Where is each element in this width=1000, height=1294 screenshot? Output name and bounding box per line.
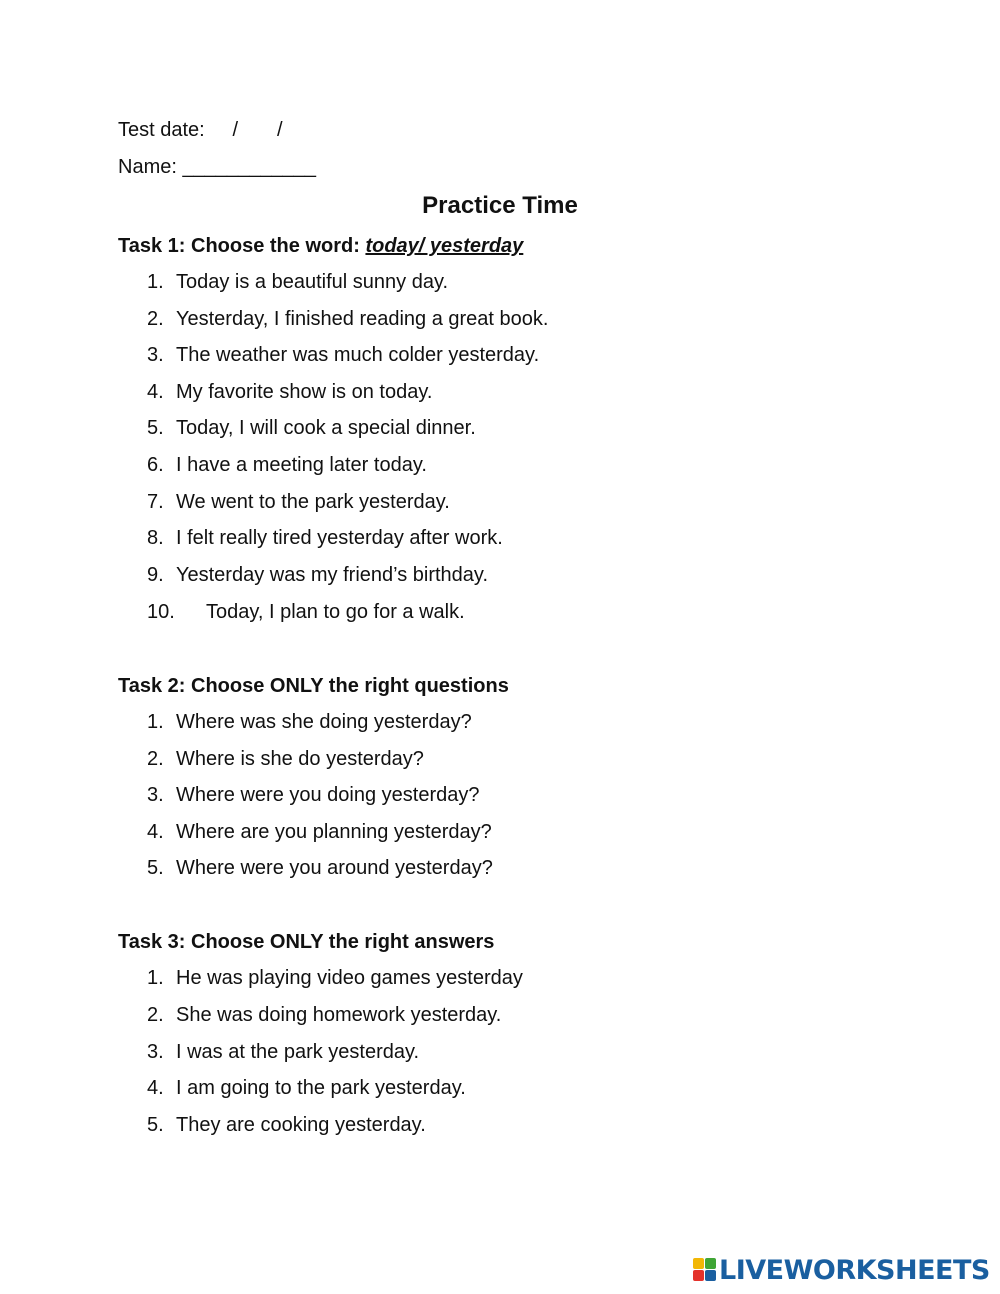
item-number: 2. bbox=[147, 1004, 164, 1026]
item-number: 3. bbox=[147, 344, 164, 366]
item-number: 3. bbox=[147, 784, 164, 806]
item-number: 2. bbox=[147, 748, 164, 770]
item-number: 5. bbox=[147, 857, 164, 879]
item-number: 4. bbox=[147, 381, 164, 403]
item-number: 10. bbox=[147, 601, 175, 623]
item-number: 3. bbox=[147, 1041, 164, 1063]
logo-text: LIVEWORKSHEETS bbox=[719, 1254, 990, 1286]
item-text: Where is she do yesterday? bbox=[176, 748, 424, 770]
item-text: We went to the park yesterday. bbox=[176, 491, 450, 513]
item-text: Today, I will cook a special dinner. bbox=[176, 417, 476, 439]
item-text: Yesterday, I finished reading a great book. bbox=[176, 308, 549, 330]
item-text: Where were you doing yesterday? bbox=[176, 784, 480, 806]
item-text: My favorite show is on today. bbox=[176, 381, 433, 403]
liveworksheets-logo-icon bbox=[693, 1258, 717, 1282]
test-date-line: Test date: / / bbox=[118, 119, 283, 141]
item-text: I have a meeting later today. bbox=[176, 454, 427, 476]
task1-choices: today/ yesterday bbox=[365, 235, 524, 257]
logo-tile-icon bbox=[705, 1258, 716, 1269]
task3-heading: Task 3: Choose ONLY the right answers bbox=[118, 931, 495, 953]
task1-heading bbox=[118, 234, 523, 258]
item-number: 5. bbox=[147, 1114, 164, 1136]
page-title: Practice Time bbox=[422, 192, 578, 219]
item-text: Where was she doing yesterday? bbox=[176, 711, 472, 733]
item-text: The weather was much colder yesterday. bbox=[176, 344, 540, 366]
task1-label: Task 1: Choose the word: bbox=[118, 235, 366, 257]
item-number: 8. bbox=[147, 527, 164, 549]
item-text: I am going to the park yesterday. bbox=[176, 1077, 466, 1099]
item-number: 5. bbox=[147, 417, 164, 439]
logo-tile-icon bbox=[705, 1270, 716, 1281]
item-text: She was doing homework yesterday. bbox=[176, 1004, 502, 1026]
item-number: 9. bbox=[147, 564, 164, 586]
item-number: 4. bbox=[147, 1077, 164, 1099]
name-line: Name: ____________ bbox=[118, 156, 316, 178]
item-text: He was playing video games yesterday bbox=[176, 967, 523, 989]
item-text: I was at the park yesterday. bbox=[176, 1041, 420, 1063]
item-text: Where are you planning yesterday? bbox=[176, 821, 492, 843]
item-number: 6. bbox=[147, 454, 164, 476]
item-text: They are cooking yesterday. bbox=[176, 1114, 426, 1136]
item-text: Where were you around yesterday? bbox=[176, 857, 493, 879]
item-number: 7. bbox=[147, 491, 164, 513]
task2-heading: Task 2: Choose ONLY the right questions bbox=[118, 675, 509, 697]
item-text: Today, I plan to go for a walk. bbox=[206, 601, 465, 623]
logo-tile-icon bbox=[693, 1270, 704, 1281]
item-number: 1. bbox=[147, 967, 164, 989]
item-number: 1. bbox=[147, 711, 164, 733]
liveworksheets-logo bbox=[693, 1255, 990, 1285]
item-text: Today is a beautiful sunny day. bbox=[176, 271, 449, 293]
item-number: 1. bbox=[147, 271, 164, 293]
item-number: 2. bbox=[147, 308, 164, 330]
item-text: Yesterday was my friend’s birthday. bbox=[176, 564, 489, 586]
logo-tile-icon bbox=[693, 1258, 704, 1269]
item-number: 4. bbox=[147, 821, 164, 843]
item-text: I felt really tired yesterday after work. bbox=[176, 527, 503, 549]
